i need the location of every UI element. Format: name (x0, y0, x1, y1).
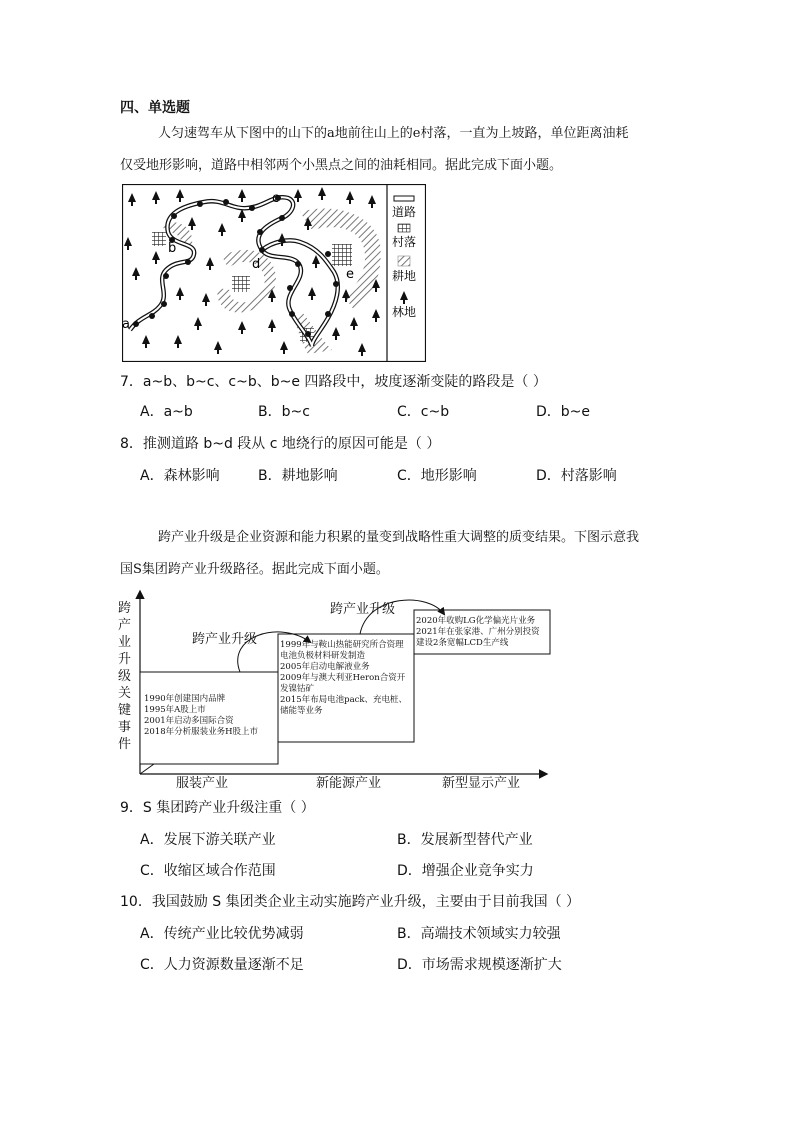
q9-stem: 9．S 集团跨产业升级注重（ ） (120, 800, 315, 816)
q7-option-d[interactable]: D．b~e (536, 404, 591, 420)
y-axis-label: 跨产业升级关键事件 (118, 601, 132, 752)
q7-option-a[interactable]: A．a~b (140, 404, 193, 420)
q9-option-c[interactable]: C．收缩区域合作范围 (140, 863, 276, 879)
x-label-new-energy: 新能源产业 (316, 776, 382, 791)
legend-road: 道路 (392, 205, 417, 219)
upgrade-path-diagram (110, 586, 560, 792)
q8-option-a[interactable]: A．森林影响 (140, 468, 220, 484)
label-e: e (346, 267, 354, 282)
label-d: d (252, 257, 261, 272)
q9-option-a[interactable]: A．发展下游关联产业 (140, 832, 276, 848)
q9-option-d[interactable]: D．增强企业竞争实力 (397, 863, 534, 879)
x-label-apparel: 服装产业 (176, 776, 229, 791)
legend-forest: 林地 (392, 305, 417, 319)
q8-option-b[interactable]: B．耕地影响 (258, 468, 338, 484)
q10-option-b[interactable]: B．高端技术领域实力较强 (397, 926, 561, 942)
village-d (232, 276, 250, 292)
q8-option-c[interactable]: C．地形影响 (397, 468, 477, 484)
village-e (332, 244, 352, 266)
box-display-events: 2020年收购LG化学偏光片业务 2021年在张家港、广州分别投资 建设2条宽幅LCD生产线 (416, 616, 540, 648)
q10-option-c[interactable]: C．人力资源数量逐渐不足 (140, 957, 304, 973)
arrow-label-1: 跨产业升级 (192, 632, 258, 647)
legend-farmland: 耕地 (392, 269, 417, 283)
intro-1-line-2: 仅受地形影响，道路中相邻两个小黑点之间的油耗相同。据此完成下面小题。 (120, 158, 563, 173)
box-apparel-events: 1990年创建国内品牌 1995年A股上市 2001年启动多国际合资 2018年分析服装业务H股上市 (144, 694, 259, 737)
arrow-label-2: 跨产业升级 (330, 602, 396, 617)
label-c: c (272, 191, 280, 206)
q7-stem: 7．a~b、b~c、c~b、b~e 四路段中，坡度逐渐变陡的路段是（ ） (120, 374, 547, 390)
q7-option-b[interactable]: B．b~c (258, 404, 310, 420)
label-a: a (122, 317, 130, 332)
intro-2-line-1: 跨产业升级是企业资源和能力积累的量变到战略性重大调整的质变结果。下图示意我 (158, 530, 640, 545)
village-b (152, 232, 166, 246)
q7-option-c[interactable]: C．c~b (397, 404, 450, 420)
x-label-new-display: 新型显示产业 (442, 776, 521, 791)
box-new-energy-events: 1999年与鞍山热能研究所合资理 电池负极材料研发制造 2005年启动电解液业务 2009年与澳大利亚Heron合资开 发镍钴矿 2015年布局电池pack、充电桩、 储能等业务 (280, 640, 408, 716)
q8-option-d[interactable]: D．村落影响 (536, 468, 617, 484)
q8-stem: 8．推测道路 b~d 段从 c 地绕行的原因可能是（ ） (120, 436, 441, 452)
q10-stem: 10．我国鼓励 S 集团类企业主动实施跨产业升级，主要由于目前我国（ ） (120, 894, 581, 910)
intro-1-line-1: 人匀速驾车从下图中的山下的a地前往山上的e村落，一直为上坡路，单位距离油耗 (158, 126, 629, 141)
intro-2-line-2: 国S集团跨产业升级路径。据此完成下面小题。 (120, 562, 389, 577)
section-title: 四、单选题 (120, 100, 190, 116)
q10-option-d[interactable]: D．市场需求规模逐渐扩大 (397, 957, 562, 973)
label-b: b (168, 241, 177, 256)
q10-option-a[interactable]: A．传统产业比较优势减弱 (140, 926, 304, 942)
terrain-map (122, 184, 426, 362)
legend-village: 村落 (392, 235, 417, 249)
q9-option-b[interactable]: B．发展新型替代产业 (397, 832, 533, 848)
